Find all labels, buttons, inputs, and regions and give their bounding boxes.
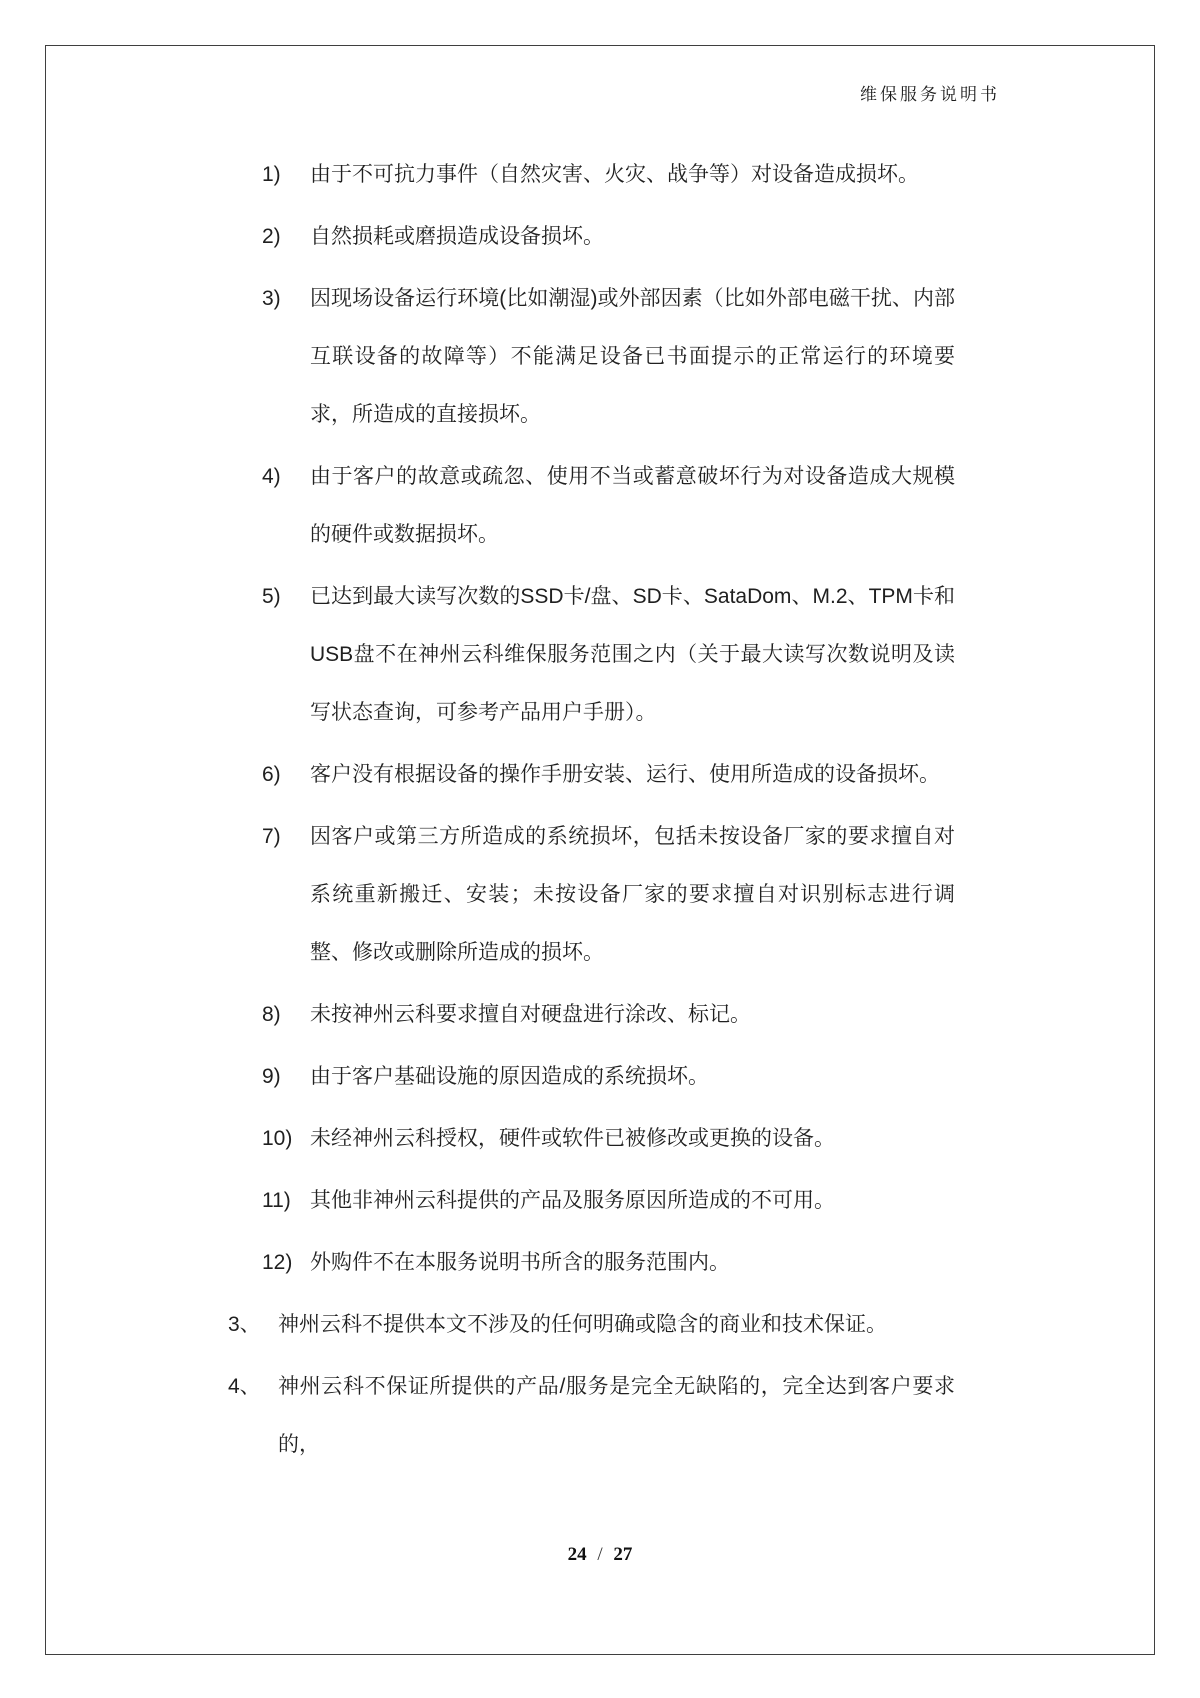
list-item-text: 客户没有根据设备的操作手册安装、运行、使用所造成的设备损坏。 [310, 763, 940, 786]
list-item-number: 10) [262, 1127, 293, 1150]
list-item [262, 568, 955, 742]
page-footer [0, 1544, 1200, 1566]
list-item-number: 2) [262, 225, 281, 248]
list-item [262, 146, 955, 204]
list-item-text: 由于客户基础设施的原因造成的系统损坏。 [310, 1065, 709, 1088]
list-item-text: 未经神州云科授权，硬件或软件已被修改或更换的设备。 [310, 1127, 835, 1150]
list-item-text: 神州云科不保证所提供的产品/服务是完全无缺陷的，完全达到客户要求的， [278, 1375, 955, 1456]
list-item-text: 因客户或第三方所造成的系统损坏，包括未按设备厂家的要求擅自对系统重新搬迁、安装；未按设备厂家的要求擅自对识别标志进行调整、修改或删除所造成的损坏。 [310, 825, 955, 964]
list-item-text: 未按神州云科要求擅自对硬盘进行涂改、标记。 [310, 1003, 751, 1026]
list-item-number: 12) [262, 1251, 293, 1274]
page-header [860, 80, 1000, 105]
list-item-number: 4、 [228, 1375, 261, 1398]
numbered-outer-list [228, 1296, 955, 1474]
list-item-number: 6) [262, 763, 281, 786]
list-item-number: 4) [262, 465, 281, 488]
list-item [262, 1048, 955, 1106]
header-title: 维保服务说明书 [860, 85, 1000, 104]
list-item-text: 由于不可抗力事件（自然灾害、火灾、战争等）对设备造成损坏。 [310, 163, 919, 186]
page-number-current: 24 [567, 1544, 587, 1565]
page-number-separator: / [597, 1544, 603, 1565]
list-item [228, 1358, 955, 1474]
list-item [228, 1296, 955, 1354]
list-item-text: 自然损耗或磨损造成设备损坏。 [310, 225, 604, 248]
list-item-number: 7) [262, 825, 281, 848]
list-item-text: 已达到最大读写次数的SSD卡/盘、SD卡、SataDom、M.2、TPM卡和USB盘不在神州云科维保服务范围之内（关于最大读写次数说明及读写状态查询，可参考产品用户手册）。 [310, 585, 955, 724]
list-item-text: 因现场设备运行环境(比如潮湿)或外部因素（比如外部电磁干扰、内部互联设备的故障等）不能满足设备已书面提示的正常运行的环境要求，所造成的直接损坏。 [310, 287, 955, 426]
list-item [262, 808, 955, 982]
list-item [262, 270, 955, 444]
list-item [262, 1172, 955, 1230]
list-item-number: 8) [262, 1003, 281, 1026]
list-item-text: 其他非神州云科提供的产品及服务原因所造成的不可用。 [310, 1189, 835, 1212]
list-item-text: 外购件不在本服务说明书所含的服务范围内。 [310, 1251, 730, 1274]
list-item-number: 3、 [228, 1313, 261, 1336]
list-item [262, 208, 955, 266]
numbered-sub-list [262, 146, 955, 1292]
list-item-number: 5) [262, 585, 281, 608]
list-item-number: 9) [262, 1065, 281, 1088]
list-item [262, 986, 955, 1044]
list-item-text: 由于客户的故意或疏忽、使用不当或蓄意破坏行为对设备造成大规模的硬件或数据损坏。 [310, 465, 955, 546]
list-item [262, 1234, 955, 1292]
list-item-number: 11) [262, 1189, 291, 1212]
page-number-total: 27 [613, 1544, 633, 1565]
list-item-number: 3) [262, 287, 281, 310]
document-content [228, 146, 955, 1478]
list-item-number: 1) [262, 163, 281, 186]
list-item-text: 神州云科不提供本文不涉及的任何明确或隐含的商业和技术保证。 [278, 1313, 887, 1336]
list-item [262, 448, 955, 564]
list-item [262, 1110, 955, 1168]
list-item [262, 746, 955, 804]
